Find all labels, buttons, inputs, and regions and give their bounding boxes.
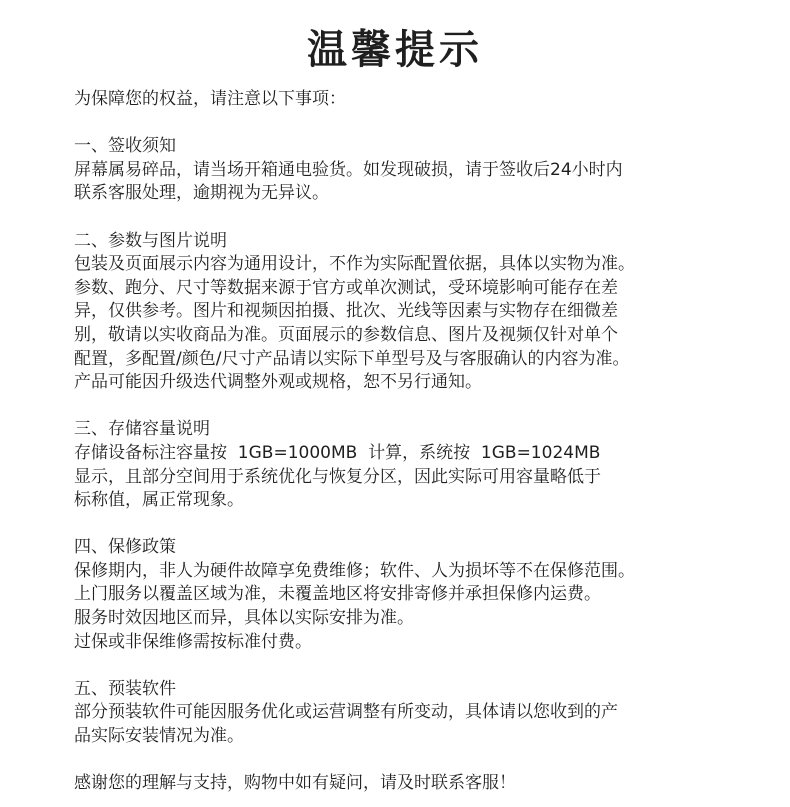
section-line: 参数、跑分、尺寸等数据来源于官方或单次测试，受环境影响可能存在差 — [74, 277, 618, 298]
section-heading: 一、签收须知 — [74, 136, 176, 157]
section-line: 部分预装软件可能因服务优化或运营调整有所变动，具体请以您收到的产 — [74, 702, 618, 723]
section-preinstalled — [74, 678, 774, 749]
section-line: 显示，且部分空间用于系统优化与恢复分区，因此实际可用容量略低于 — [74, 466, 601, 487]
section-line: 配置，多配置/颜色/尺寸产品请以实际下单型号及与客服确认的内容为准。 — [74, 348, 630, 369]
section-line: 别，敬请以实收商品为准。页面展示的参数信息、图片及视频仅针对单个 — [74, 324, 618, 345]
section-line: 联系客服处理，逾期视为无异议。 — [74, 183, 329, 204]
notice-content — [74, 88, 774, 796]
section-storage — [74, 418, 774, 512]
section-heading: 四、保修政策 — [74, 537, 176, 558]
section-heading: 五、预装软件 — [74, 678, 176, 699]
section-line: 品实际安装情况为准。 — [74, 726, 244, 747]
section-warranty — [74, 536, 774, 654]
section-line: 产品可能因升级迭代调整外观或规格，恕不另行通知。 — [74, 372, 482, 393]
section-heading: 二、参数与图片说明 — [74, 230, 227, 251]
section-params-images — [74, 230, 774, 395]
section-line: 异，仅供参考。图片和视频因拍摄、批次、光线等因素与实物存在细微差 — [74, 301, 618, 322]
section-line: 上门服务以覆盖区域为准，未覆盖地区将安排寄修并承担保修内运费。 — [74, 584, 601, 605]
section-heading: 三、存储容量说明 — [74, 419, 210, 440]
intro-text: 为保障您的权益，请注意以下事项： — [74, 89, 346, 109]
section-line: 存储设备标注容量按 1GB=1000MB 计算，系统按 1GB=1024MB — [74, 442, 601, 463]
section-line: 屏幕属易碎品，请当场开箱通电验货。如发现破损，请于签收后24小时内 — [74, 159, 623, 180]
section-line: 标称值，属正常现象。 — [74, 490, 244, 511]
closing-text: 感谢您的理解与支持，购物中如有疑问，请及时联系客服！ — [74, 773, 516, 794]
page-title: 温馨提示 — [307, 27, 483, 73]
section-receipt — [74, 135, 774, 206]
section-line: 包装及页面展示内容为通用设计，不作为实际配置依据，具体以实物为准。 — [74, 254, 635, 275]
section-line: 保修期内，非人为硬件故障享免费维修；软件、人为损坏等不在保修范围。 — [74, 560, 635, 581]
section-line: 过保或非保维修需按标准付费。 — [74, 631, 312, 652]
section-line: 服务时效因地区而异，具体以实际安排为准。 — [74, 608, 414, 629]
